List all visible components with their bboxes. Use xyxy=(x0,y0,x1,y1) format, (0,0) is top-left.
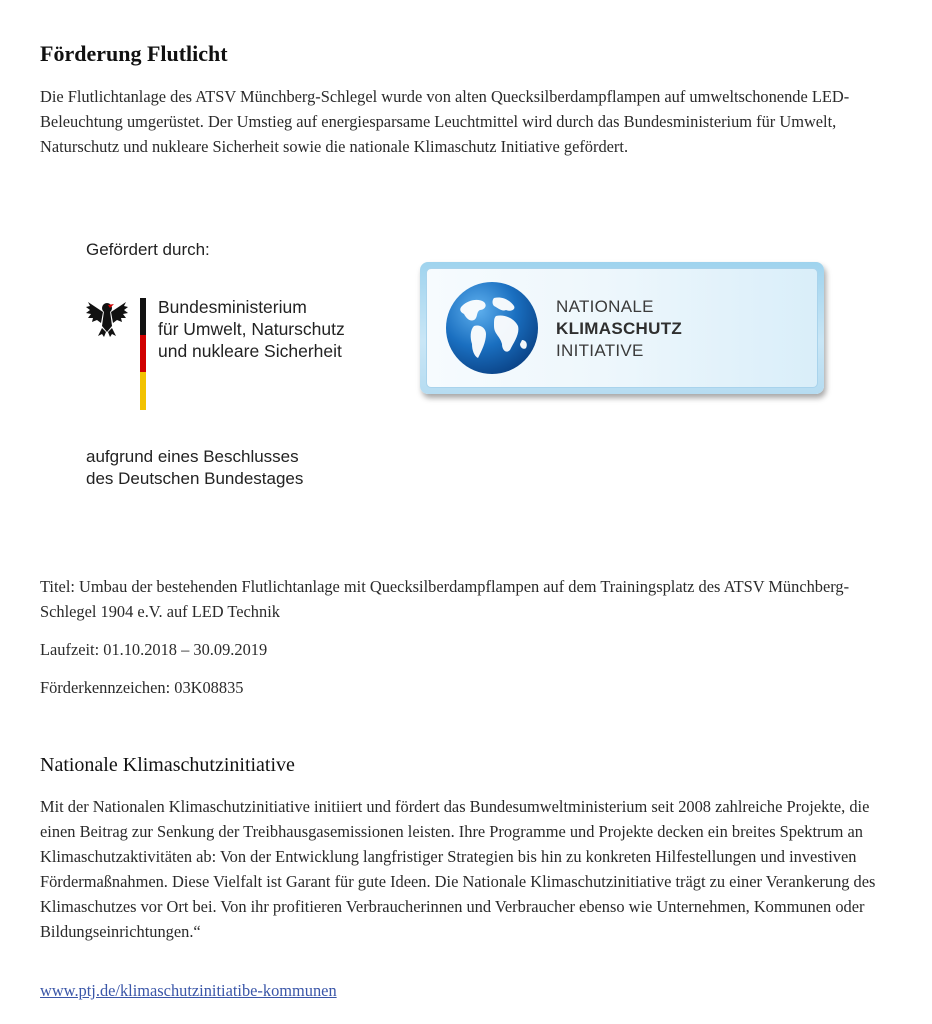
ministry-line-2: für Umwelt, Naturschutz xyxy=(158,319,345,339)
nki-line-2: KLIMASCHUTZ xyxy=(556,319,683,338)
initiative-link[interactable]: www.ptj.de/klimaschutzinitiatibe-kommunen xyxy=(40,981,337,1000)
ministry-line-3: und nukleare Sicherheit xyxy=(158,341,342,361)
federal-eagle-icon xyxy=(84,296,130,338)
nki-line-1: NATIONALE xyxy=(556,297,654,316)
flag-black-stripe xyxy=(140,298,146,335)
flag-red-stripe xyxy=(140,335,146,372)
initiative-heading: Nationale Klimaschutzinitiative xyxy=(40,754,295,776)
decision-line-1: aufgrund eines Beschlusses xyxy=(86,447,299,466)
flag-gold-stripe xyxy=(140,372,146,410)
page-title: Förderung Flutlicht xyxy=(40,41,228,66)
globe-icon xyxy=(444,280,540,376)
project-duration: Laufzeit: 01.10.2018 – 30.09.2019 xyxy=(40,640,268,659)
intro-paragraph: Die Flutlichtanlage des ATSV Münchberg-Schlegel wurde von alten Quecksilberdampflampen auf umweltschonende LED-Beleuchtung umgerüstet. Der Umstieg auf energiesparsame Leuchtmittel wird durch das Bundesministerium für Umwelt, Naturschutz und nukleare Sicherheit sowie die nationale Klimaschutz Initiative gefördert. xyxy=(40,87,850,156)
initiative-paragraph: Mit der Nationalen Klimaschutzinitiative initiiert und fördert das Bundesumweltministerium seit 2008 zahlreiche Projekte, die einen Beitrag zur Senkung der Treibhausgasemissionen leisten. Ihre Programme und Projekte decken ein breites Spektrum an Klimaschutzaktivitäten ab: Von der Entwicklung langfristiger Strategien bis hin zu konkreten Hilfestellungen und investiven Fördermaßnahmen. Diese Vielfalt ist Garant für gute Ideen. Die Nationale Klimaschutzinitiative trägt zu einer Verankerung des Klimaschutzes vor Ort bei. Von ihr profitieren Verbraucherinnen und Verbraucher ebenso wie Unternehmen, Kommunen oder Bildungseinrichtungen.“ xyxy=(40,797,876,941)
bundestag-decision-note xyxy=(86,446,303,490)
project-funding-code: Förderkennzeichen: 03K08835 xyxy=(40,678,244,697)
funded-by-label: Gefördert durch: xyxy=(86,240,210,259)
german-flag-bar xyxy=(140,298,146,410)
nki-line-3: INITIATIVE xyxy=(556,341,644,360)
ministry-line-1: Bundesministerium xyxy=(158,297,307,317)
ministry-name xyxy=(158,296,345,362)
decision-line-2: des Deutschen Bundestages xyxy=(86,469,304,488)
project-title: Titel: Umbau der bestehenden Flutlichtanlage mit Quecksilberdampflampen auf dem Trainingsplatz des ATSV Münchberg-Schlegel 1904 e.V. auf LED Technik xyxy=(40,577,850,621)
nki-logo-text xyxy=(556,296,682,362)
